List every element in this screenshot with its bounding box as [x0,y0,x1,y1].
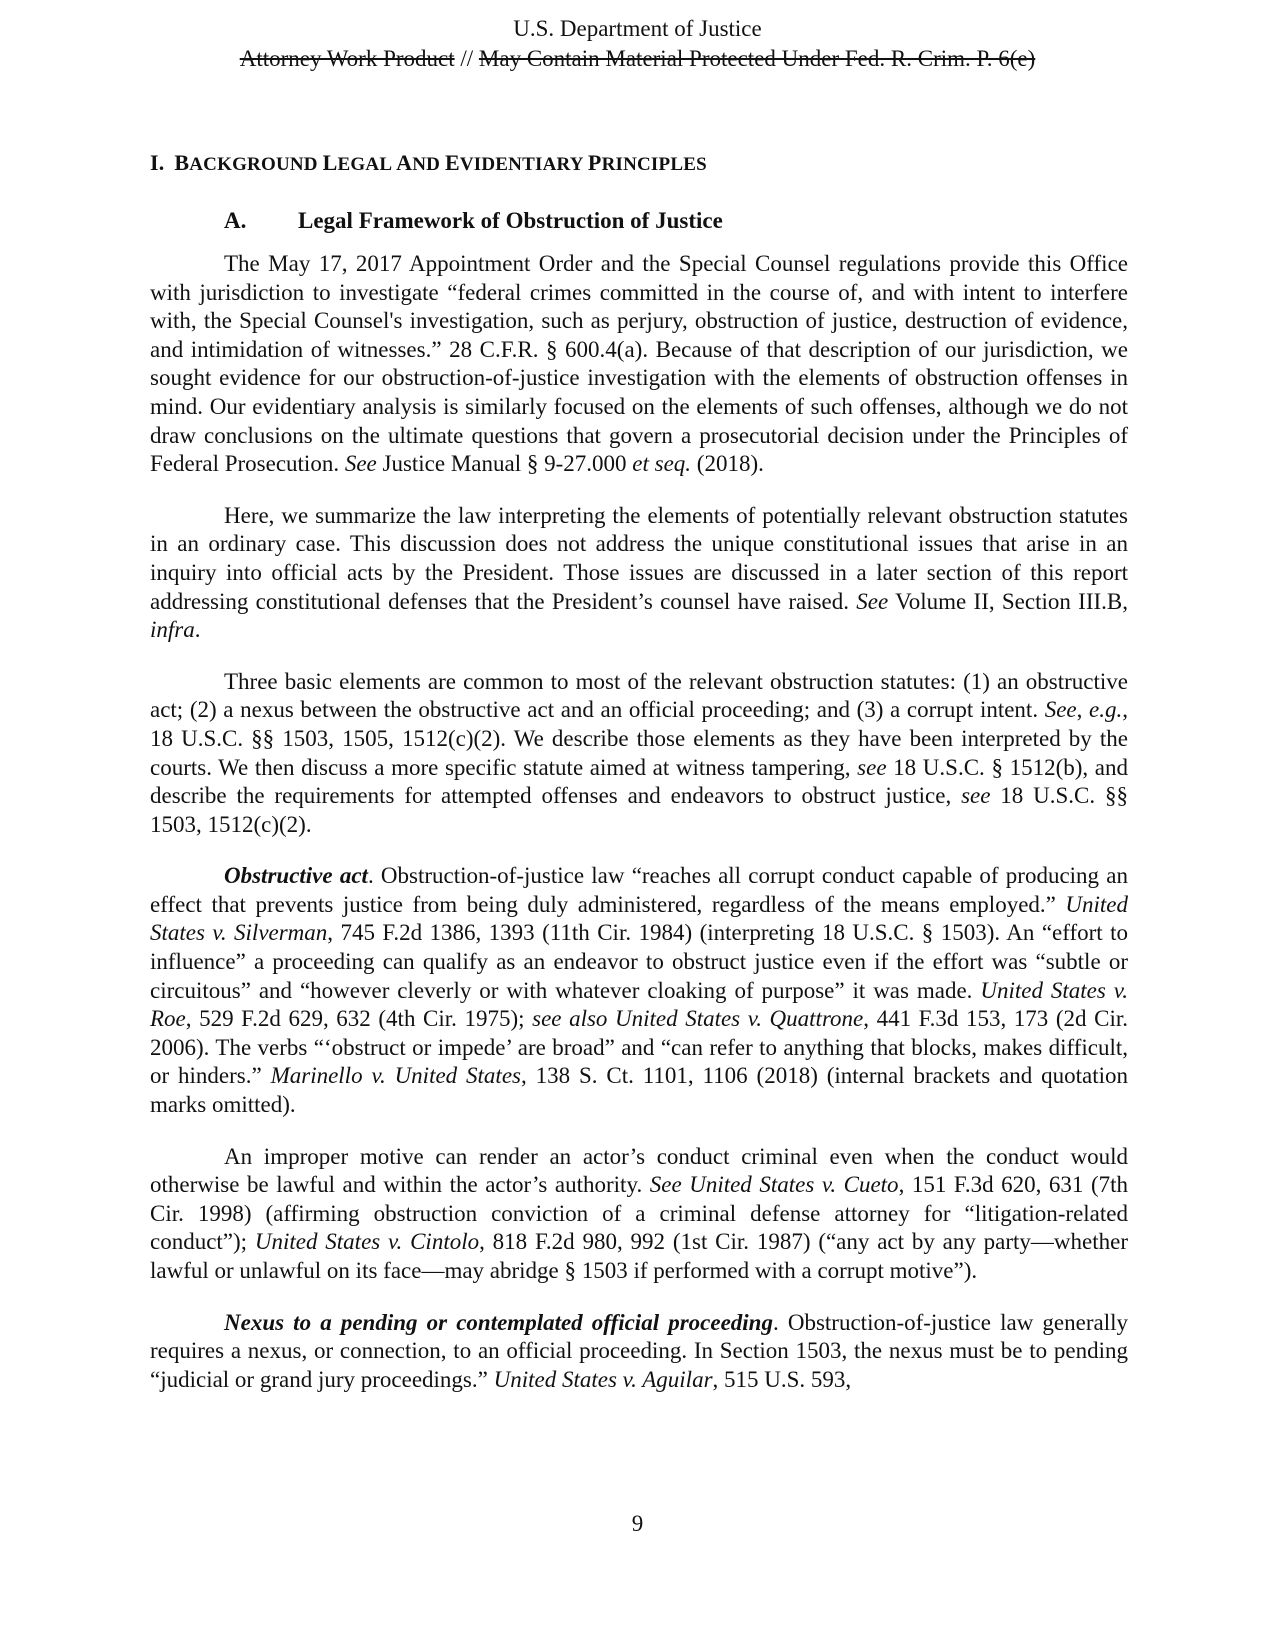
section-title-cap: P [587,150,602,175]
marking-separator: // [454,46,479,71]
paragraphs [150,250,1128,1394]
section-title-rest: ND [412,154,441,175]
body-paragraph [150,502,1128,645]
text-run: See [344,451,377,477]
text-run: Obstructive act [224,863,368,889]
text-run: see [961,783,991,809]
body-paragraph [150,1143,1128,1286]
subsection-title: Legal Framework of Obstruction of Justice [298,208,723,233]
subsection-number: A. [224,208,247,233]
classification-marking [0,44,1275,74]
text-run: . [194,617,201,643]
text-run: , [1076,697,1090,723]
section-number: I. [150,150,165,175]
section-title-rest: EGAL [337,154,392,175]
text-run: See [856,588,889,614]
section-title-rest: RINCIPLES [601,154,707,175]
text-run: , 441 F.3d 153, 173 (2d Cir. 2006). The verbs “‘obstruct or impede’ are broad” and “can refer to anything that blocks, makes difficult, or hinders.” [150,1006,1128,1089]
text-run: The May 17, 2017 Appointment Order and the Special Counsel regulations provide this Office with jurisdiction to investigate “federal crimes committed in the course of, and with intent to interfere with, the Special Counsel's investigation, such as perjury, obstruction of justice, destruction of evidence, and intimidation of witnesses.” 28 C.F.R. § 600.4(a). Because of that description of our jurisdiction, we sought evidence for our obstruction-of-justice investigation with the elements of obstruction offenses in mind. Our evidentiary analysis is similarly focused on the elements of such offenses, although we do not draw conclusions on the ultimate questions that govern a prosecutorial decision under the Principles of Federal Prosecution. [150,251,1128,477]
text-run: United States v. Cintolo [254,1229,480,1255]
document-body [150,148,1128,1417]
section-title-cap: L [322,150,338,175]
text-run: , 515 U.S. 593, [712,1366,852,1392]
subsection-heading [224,206,1128,236]
text-run: , 745 F.2d 1386, 1393 (11th Cir. 1984) (interpreting 18 U.S.C. § 1503). An “effort to influence” a proceeding can qualify as an endeavor to obstruct justice even if the effort was “subtle or circuitous” and “however cleverly or with whatever cloaking of purpose” it was made. [150,920,1128,1003]
text-run: see also United States v. Quattrone [532,1006,864,1032]
marking-grand-jury: May Contain Material Protected Under Fed. R. Crim. P. 6(e) [478,46,1036,71]
text-run: . Obstruction-of-justice law generally requires a nexus, or connection, to an official proceeding. In Section 1503, the nexus must be to pending “judicial or grand jury proceedings.” [150,1309,1128,1392]
body-paragraph [150,668,1128,840]
text-run: Three basic elements are common to most of the relevant obstruction statutes: (1) an obstructive act; (2) a nexus between the obstructive act and an official proceeding; and (3) a corrupt intent. [150,668,1128,723]
section-title-cap: A [396,150,413,175]
text-run: e.g. [1089,697,1123,723]
text-run: An improper motive can render an actor’s conduct criminal even when the conduct would otherwise be lawful and within the actor’s authority. [150,1143,1128,1198]
text-run: United States v. Aguilar [493,1366,713,1392]
text-run: Justice Manual § 9-27.000 [376,451,633,477]
page-footer [0,1511,1275,1537]
text-run: et seq. [632,451,692,477]
text-run: United States v. Silverman [150,891,1128,946]
text-run: United States v. Roe [150,977,1128,1032]
marking-work-product: Attorney Work Product [239,46,455,71]
page-number: 9 [631,1511,644,1536]
section-heading [150,148,1128,180]
text-run: , 151 F.3d 620, 631 (7th Cir. 1998) (affirming obstruction conviction of a criminal defense attorney for “litigation-related conduct”); [150,1172,1129,1255]
section-title-rest: ACKGROUND [189,154,318,175]
text-run: infra [150,617,195,643]
text-run: see [857,754,887,780]
text-run: See United States v. Cueto [649,1172,899,1198]
body-paragraph [150,1309,1128,1395]
text-run: 18 U.S.C. § 1512(b), and describe the requirements for attempted offenses and endeavors to obstruct justice, [150,754,1128,809]
text-run: (2018). [691,451,764,477]
department-name: U.S. Department of Justice [513,16,762,41]
page-header [0,14,1275,74]
text-run: Marinello v. United States [270,1063,521,1089]
text-run: 18 U.S.C. §§ 1503, 1512(c)(2). [150,783,1128,837]
body-paragraph [150,250,1128,479]
body-paragraph [150,862,1128,1119]
text-run: Here, we summarize the law interpreting the elements of potentially relevant obstruction statutes in an ordinary case. This discussion does not address the unique constitutional issues that arise in an inquiry into official acts by the President. Those issues are discussed in a later section of this report addressing constitutional defenses that the President’s counsel have raised. [150,502,1128,614]
text-run: , 818 F.2d 980, 992 (1st Cir. 1987) (“any act by any party—whether lawful or unlawful on its face—may abridge § 1503 if performed with a corrupt motive”). [150,1229,1128,1283]
text-run: Volume II, Section III.B, [888,588,1128,614]
text-run: , 138 S. Ct. 1101, 1106 (2018) (internal brackets and quotation marks omitted). [150,1063,1128,1118]
text-run: , 18 U.S.C. §§ 1503, 1505, 1512(c)(2). We describe those elements as they have been interpreted by the courts. We then discuss a more specific statute aimed at witness tampering, [150,697,1128,780]
section-title-rest: VIDENTIARY [459,154,583,175]
text-run: Nexus to a pending or contemplated official proceeding [224,1309,773,1335]
text-run: , 529 F.2d 629, 632 (4th Cir. 1975); [185,1006,533,1032]
section-title [174,150,707,175]
section-title-cap: B [174,150,190,175]
text-run: See [1044,697,1077,723]
section-title-cap: E [445,150,460,175]
text-run: . Obstruction-of-justice law “reaches all corrupt conduct capable of producing an effect that prevents justice from being duly administered, regardless of the means employed.” [150,863,1128,917]
